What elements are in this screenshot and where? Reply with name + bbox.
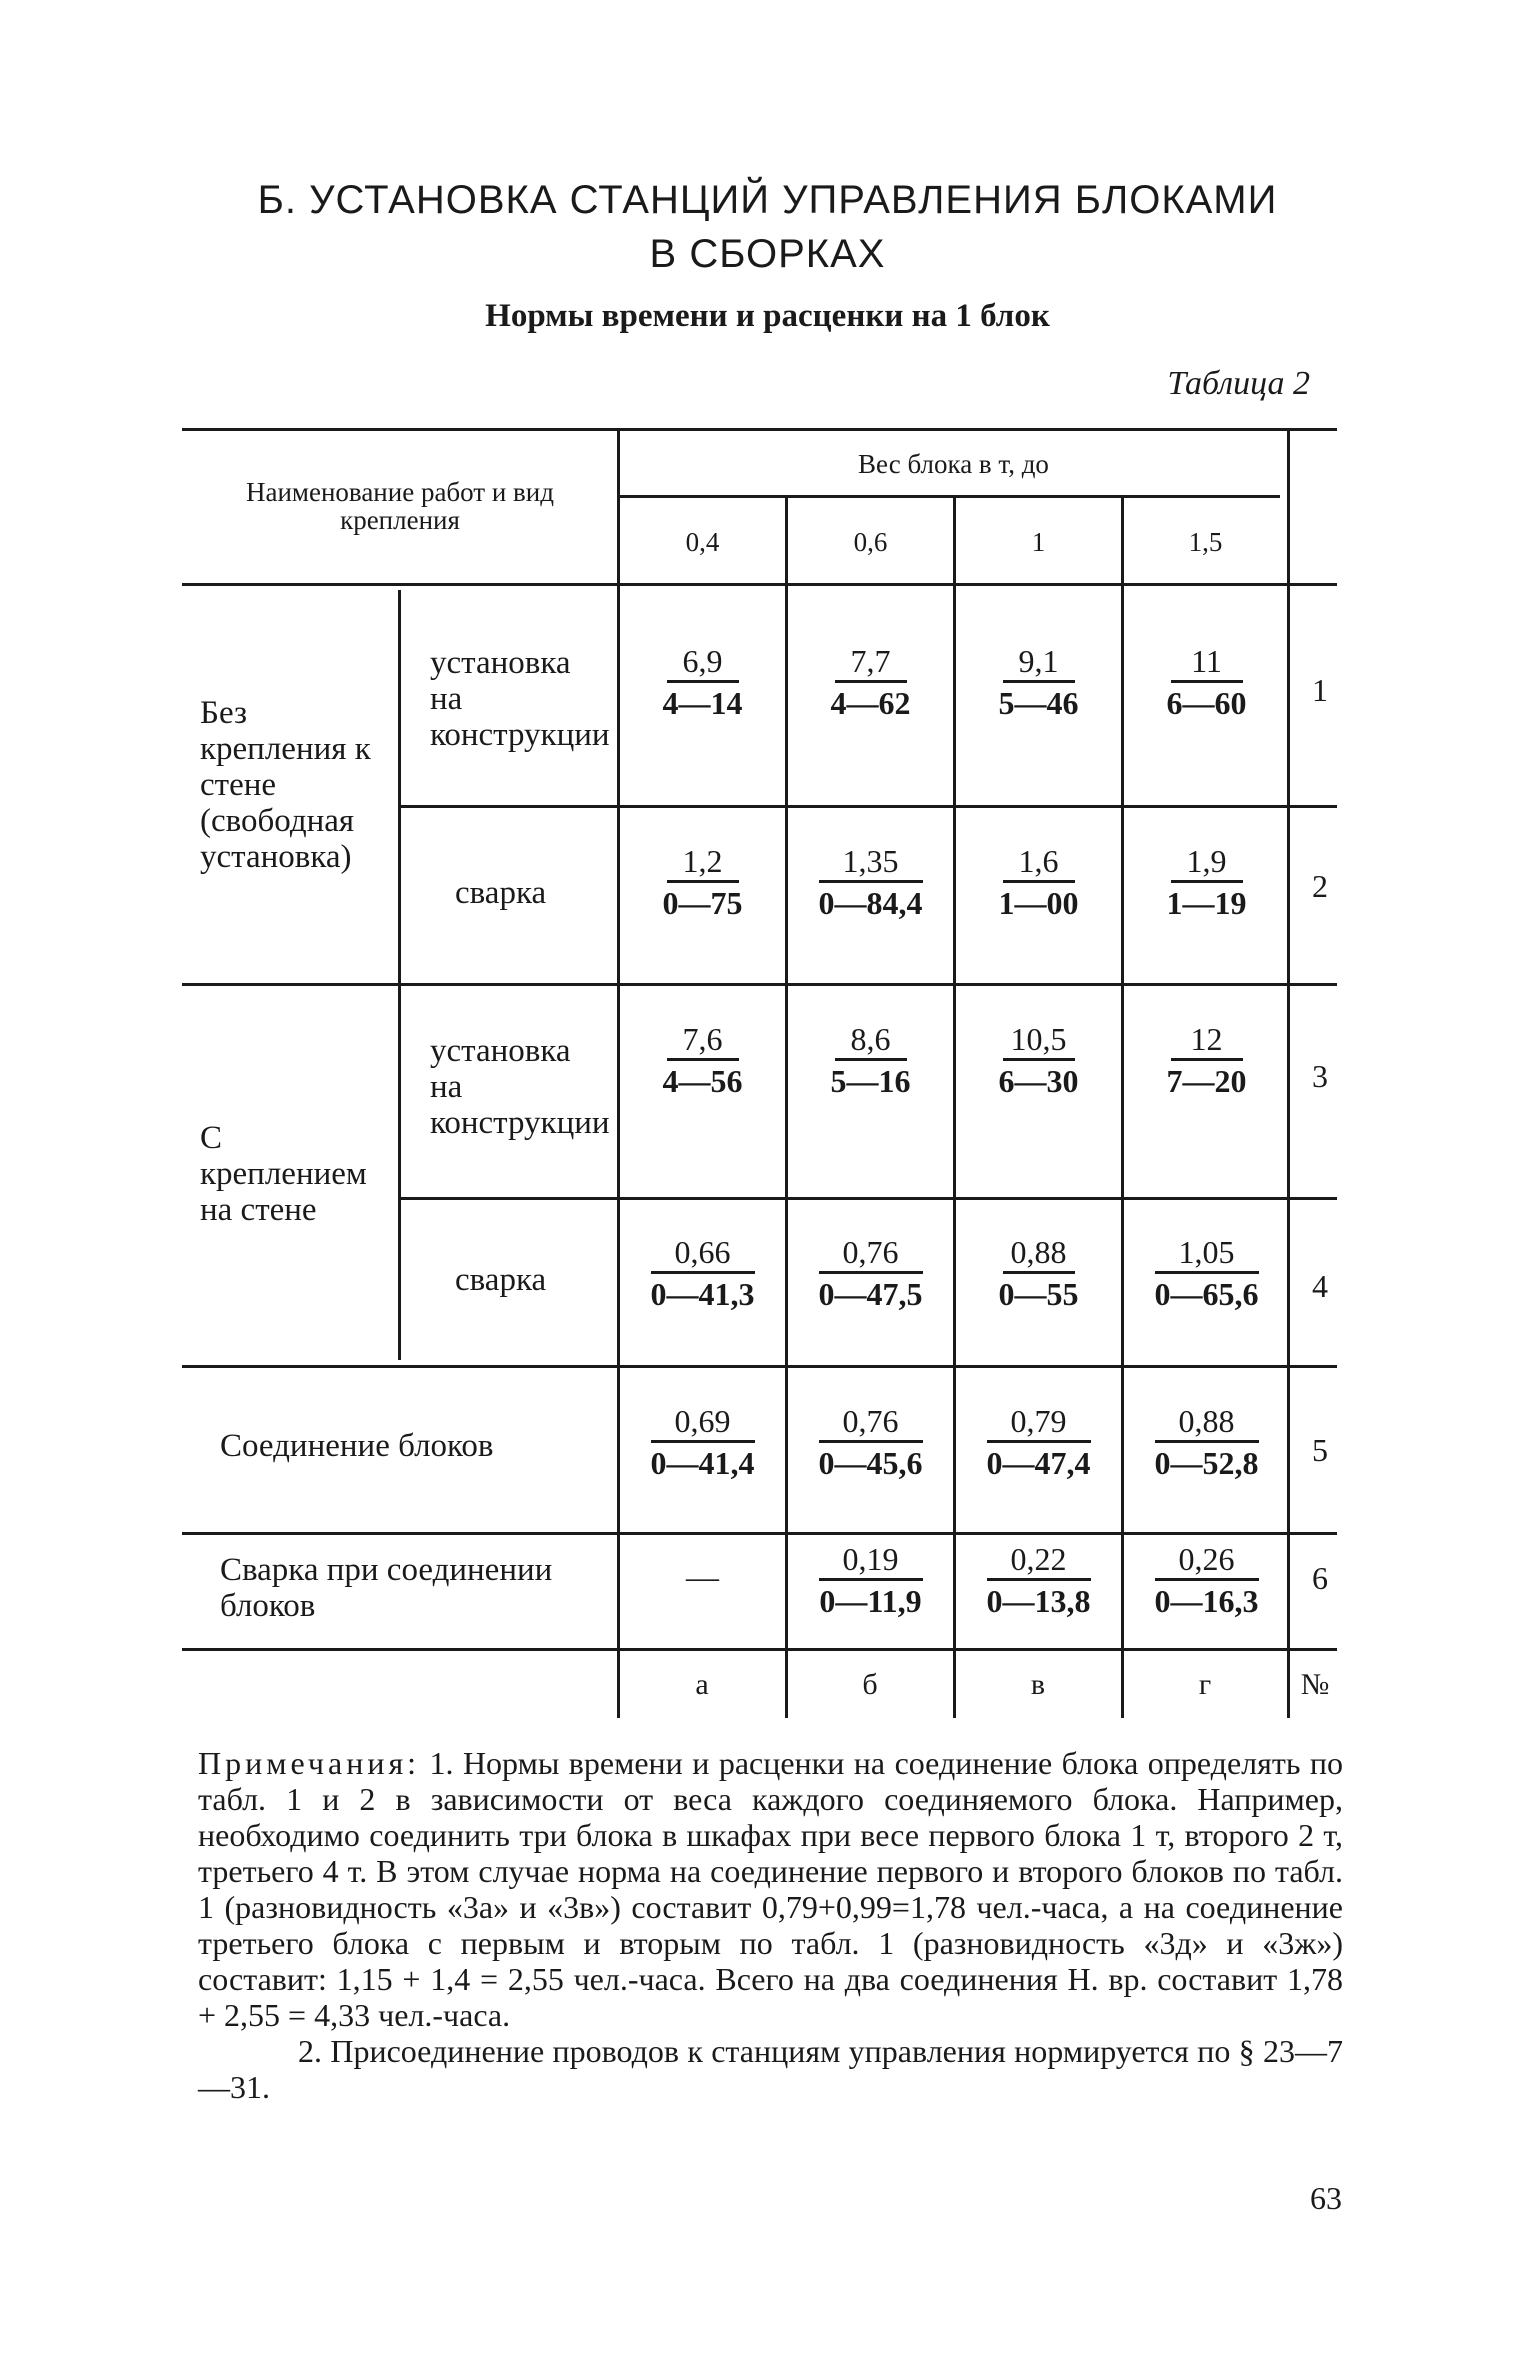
rate: 0—65,6 — [1154, 1276, 1259, 1312]
time-norm: 6,9 — [682, 643, 723, 679]
rate: 0—84,4 — [818, 885, 923, 921]
time-norm: 11 — [1191, 643, 1222, 679]
fraction-cell — [620, 1402, 785, 1481]
notes — [198, 1745, 1343, 2105]
sub-label-weld: сварка — [455, 875, 547, 911]
time-norm: 1,6 — [1018, 843, 1059, 879]
rate: 0—75 — [662, 885, 743, 921]
group-label-weld-connection: Сварка при соединении блоков — [220, 1552, 553, 1624]
row-number: 3 — [1312, 1058, 1328, 1094]
section-title-line2: В СБОРКАХ — [649, 232, 886, 276]
fraction-cell — [956, 1020, 1121, 1099]
fraction-cell — [956, 1233, 1121, 1312]
fraction-cell — [956, 1540, 1121, 1619]
group-label-wall-mount: С креплением на стене — [200, 1120, 367, 1228]
time-norm: 0,26 — [1178, 1541, 1235, 1577]
time-norm: 0,69 — [674, 1403, 731, 1439]
col-letter-v: в — [1030, 1668, 1046, 1701]
fraction-cell — [1124, 1402, 1289, 1481]
fraction-cell — [956, 1402, 1121, 1481]
fraction-cell — [788, 1020, 953, 1099]
fraction-cell — [1124, 1020, 1289, 1099]
header-bottom-rule — [182, 583, 1337, 586]
sub-label-weld: сварка — [455, 1262, 547, 1298]
rate: 0—47,5 — [818, 1276, 923, 1312]
header-weight-1: 1 — [1031, 527, 1046, 557]
rate: 4—62 — [830, 685, 911, 721]
group-label-free-install: Без крепления к стене (свободная установка) — [200, 695, 371, 875]
time-norm: 0,88 — [1010, 1234, 1067, 1270]
time-norm: 1,9 — [1186, 843, 1227, 879]
note-2: 2. Присоединение проводов к станциям управления нормируется по § 23—7—31. — [198, 2033, 1343, 2105]
row-number: 1 — [1312, 672, 1328, 708]
row-rule — [400, 805, 1337, 808]
rate: 0—41,3 — [650, 1276, 755, 1312]
rate: 5—46 — [998, 685, 1079, 721]
fraction-cell — [620, 842, 785, 921]
rate: 5—16 — [830, 1063, 911, 1099]
section-title: Б. УСТАНОВКА СТАНЦИЙ УПРАВЛЕНИЯ БЛОКАМИ — [257, 178, 1278, 222]
note-1-text: 1. Нормы времени и расценки на соединение блока определять по табл. 1 и 2 в зависимости от веса каждого соединяемого блока. Например, необходимо соединить три блока в шкафах при весе первого блока 1 т, второго 2 т, третьего 4 т. В этом случае норма на соединение первого и второго блоков по табл. 1 (разновидность «3а» и «3в») составит 0,79+0,99=1,78 чел.-часа, а на соединение третьего блока с первым и вторым по табл. 1 (разновидность «3д» и «3ж») составит: 1,15 + 1,4 = 2,55 чел.-часа. Всего на два соединения Н. вр. составит 1,78 + 2,55 = 4,33 чел.-часа. — [198, 1745, 1344, 2033]
fraction-cell — [1124, 642, 1289, 721]
sub-label-install: установка на конструкции — [430, 645, 610, 753]
row-number: 6 — [1312, 1560, 1328, 1596]
rate: 7—20 — [1166, 1063, 1247, 1099]
fraction-cell — [620, 642, 785, 721]
rate: 0—45,6 — [818, 1445, 923, 1481]
header-weight-1-5: 1,5 — [1188, 527, 1223, 557]
rate: 0—47,4 — [986, 1445, 1091, 1481]
header-weight-0-4: 0,4 — [685, 527, 720, 557]
rate: 4—56 — [662, 1063, 743, 1099]
table-label: Таблица 2 — [1167, 365, 1310, 402]
rate: 0—41,4 — [650, 1445, 755, 1481]
header-weight-0-6: 0,6 — [853, 527, 888, 557]
row-rule — [182, 1648, 1337, 1651]
time-norm: 0,19 — [842, 1541, 899, 1577]
time-norm: 10,5 — [1010, 1021, 1067, 1057]
rate: 1—19 — [1166, 885, 1247, 921]
time-norm: 0,76 — [842, 1234, 899, 1270]
table-subtitle: Нормы времени и расценки на 1 блок — [485, 298, 1050, 334]
fraction-cell — [620, 1020, 785, 1099]
rate: 0—55 — [998, 1276, 1079, 1312]
page-number: 63 — [1310, 2180, 1342, 2216]
time-norm: 1,35 — [842, 843, 899, 879]
time-norm: 0,79 — [1010, 1403, 1067, 1439]
time-norm: 7,6 — [682, 1021, 723, 1057]
row-rule — [182, 1365, 1337, 1368]
fraction-cell — [956, 642, 1121, 721]
fraction-cell — [620, 1233, 785, 1312]
fraction-cell — [788, 1233, 953, 1312]
col-letter-b: б — [862, 1668, 878, 1701]
time-norm: 1,05 — [1178, 1234, 1235, 1270]
fraction-cell — [788, 1540, 953, 1619]
fraction-cell — [1124, 842, 1289, 921]
note-1 — [198, 1745, 1343, 2033]
notes-label: Примечания: — [198, 1745, 421, 1781]
table-top-rule — [182, 428, 1337, 431]
time-norm: 12 — [1190, 1021, 1223, 1057]
col-letter-a: а — [695, 1668, 709, 1701]
sub-label-install: установка на конструкции — [430, 1033, 610, 1141]
time-norm: 0,22 — [1010, 1541, 1067, 1577]
fraction-cell — [788, 1402, 953, 1481]
empty-cell-dash: — — [686, 1560, 719, 1596]
header-subrule — [620, 495, 1280, 498]
rate: 4—14 — [662, 685, 743, 721]
rate: 0—13,8 — [986, 1583, 1091, 1619]
fraction-cell — [956, 842, 1121, 921]
rate: 6—30 — [998, 1063, 1079, 1099]
rate: 6—60 — [1166, 685, 1247, 721]
time-norm: 0,66 — [674, 1234, 731, 1270]
group-label-block-connection: Соединение блоков — [220, 1428, 494, 1464]
row-number: 4 — [1312, 1268, 1328, 1304]
rate: 0—52,8 — [1154, 1445, 1259, 1481]
time-norm: 9,1 — [1018, 643, 1059, 679]
subgroup-rule — [398, 590, 401, 1360]
row-number: 5 — [1312, 1432, 1328, 1468]
rate: 0—11,9 — [819, 1583, 922, 1619]
row-number-label: № — [1300, 1668, 1330, 1701]
row-rule — [182, 1532, 1337, 1535]
time-norm: 0,88 — [1178, 1403, 1235, 1439]
col-letter-g: г — [1198, 1668, 1212, 1701]
time-norm: 0,76 — [842, 1403, 899, 1439]
rate: 1—00 — [998, 885, 1079, 921]
row-number: 2 — [1312, 868, 1328, 904]
row-rule — [400, 1197, 1337, 1200]
fraction-cell — [1124, 1540, 1289, 1619]
fraction-cell — [788, 842, 953, 921]
fraction-cell — [1124, 1233, 1289, 1312]
rate: 0—16,3 — [1154, 1583, 1259, 1619]
time-norm: 7,7 — [850, 643, 891, 679]
time-norm: 8,6 — [850, 1021, 891, 1057]
header-weight-group: Вес блока в т, до — [858, 449, 1049, 479]
time-norm: 1,2 — [682, 843, 723, 879]
fraction-cell — [788, 642, 953, 721]
row-rule — [182, 983, 1337, 986]
header-name-col: Наименование работ и вид крепления — [245, 477, 554, 535]
